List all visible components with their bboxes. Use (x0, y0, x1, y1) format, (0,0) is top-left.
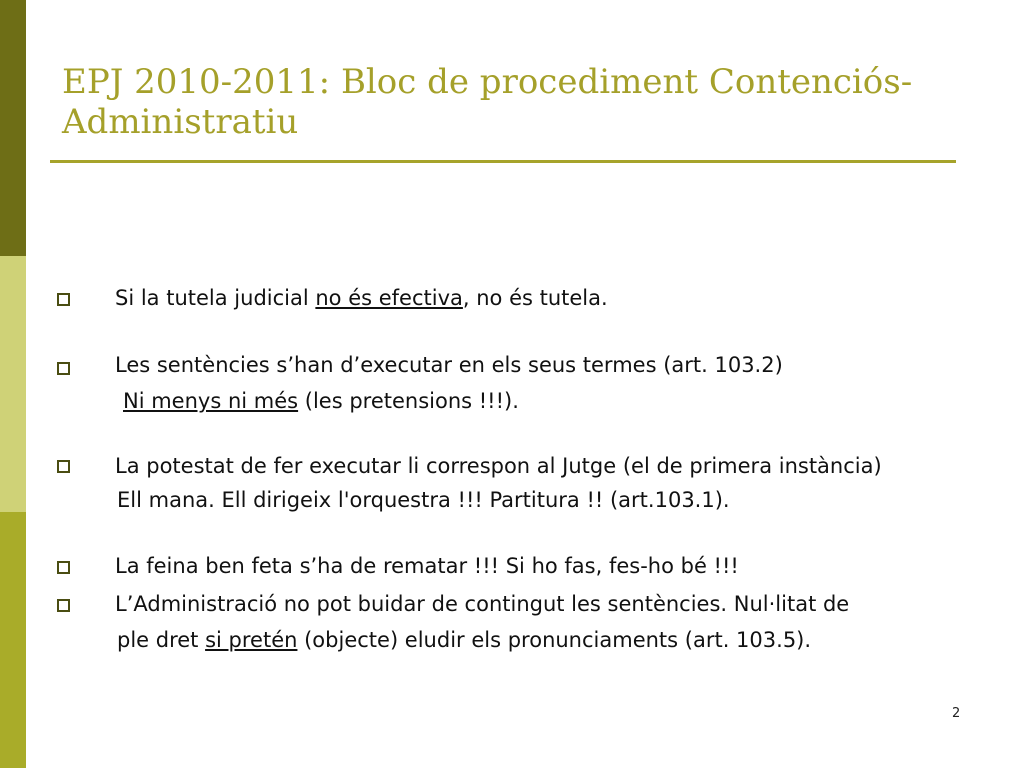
bullet-5-text-a: ple dret (117, 628, 206, 652)
square-bullet-icon (57, 561, 70, 574)
bullet-5-line-1: L’Administració no pot buidar de contingut les sentències. Nul·litat de (115, 592, 850, 616)
sidebar-dark-band (0, 0, 26, 256)
bullet-5-line-2 (117, 627, 811, 653)
square-bullet-icon (57, 460, 70, 473)
square-bullet-icon (57, 599, 70, 612)
square-bullet-icon (57, 362, 70, 375)
bullet-2-line-2 (123, 388, 519, 414)
bullet-2-line-1: Les sentències s’han d’executar en els seus termes (art. 103.2) (115, 353, 783, 377)
bullet-5-text-b: (objecte) eludir els pronunciaments (art. 103.5). (297, 628, 812, 652)
bullet-1-text-b: , no és tutela. (462, 286, 608, 310)
bullet-1-line-1 (115, 285, 608, 311)
sidebar-mid-band (0, 512, 26, 768)
sidebar-light-band (0, 256, 26, 512)
bullet-3-line-2: Ell mana. Ell dirigeix l'orquestra !!! Partitura !! (art.103.1). (117, 488, 730, 512)
square-bullet-icon (57, 293, 70, 306)
bullet-5-underlined: si pretén (205, 628, 298, 652)
bullet-2-text-b: (les pretensions !!!). (298, 389, 519, 413)
bullet-1-text-a: Si la tutela judicial (115, 286, 316, 310)
bullet-2-underlined: Ni menys ni més (123, 389, 299, 413)
bullet-3-line-1: La potestat de fer executar li correspon al Jutge (el de primera instància) (115, 454, 882, 478)
slide-title: EPJ 2010-2011: Bloc de procediment Contenciós-Administratiu (62, 62, 913, 142)
bullet-4-line-1: La feina ben feta s’ha de rematar !!! Si ho fas, fes-ho bé !!! (115, 554, 739, 578)
bullet-1-underlined: no és efectiva (315, 286, 463, 310)
title-underline (50, 160, 956, 163)
page-number: 2 (952, 706, 961, 721)
